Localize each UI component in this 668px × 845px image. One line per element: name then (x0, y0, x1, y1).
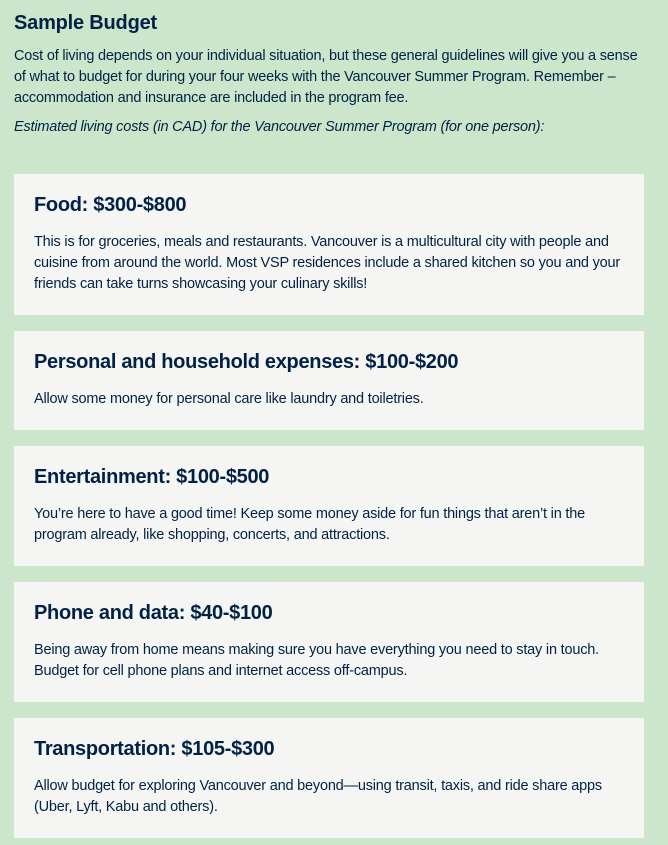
budget-card-list (14, 174, 644, 838)
budget-card (14, 446, 644, 566)
budget-card-body: Allow budget for exploring Vancouver and beyond—using transit, taxis, and ride share apps (Uber, Lyft, Kabu and others). (34, 778, 602, 815)
budget-card-body: You’re here to have a good time! Keep some money aside for fun things that aren’t in the program already, like shopping, concerts, and attractions. (34, 506, 585, 543)
budget-card-heading: Entertainment: $100-$500 (34, 466, 270, 488)
page-title: Sample Budget (14, 12, 157, 34)
intro-paragraph: Cost of living depends on your individual situation, but these general guidelines will give you a sense of what to budget for during your four weeks with the Vancouver Summer Program. Remember – accommodation and insurance are included in the program fee. (14, 48, 638, 106)
budget-card-heading: Food: $300-$800 (34, 194, 187, 216)
budget-card (14, 582, 644, 702)
budget-card-heading: Personal and household expenses: $100-$200 (34, 351, 459, 373)
estimated-costs-note: Estimated living costs (in CAD) for the Vancouver Summer Program (for one person): (14, 119, 545, 135)
budget-card (14, 718, 644, 838)
budget-card (14, 174, 644, 315)
budget-card (14, 331, 644, 430)
budget-card-heading: Phone and data: $40-$100 (34, 602, 273, 624)
budget-card-body: Allow some money for personal care like laundry and toiletries. (34, 391, 424, 407)
budget-card-body: This is for groceries, meals and restaurants. Vancouver is a multicultural city with people and cuisine from around the world. Most VSP residences include a shared kitchen so you and your friends can take turns showcasing your culinary skills! (34, 234, 621, 292)
budget-card-heading: Transportation: $105-$300 (34, 738, 275, 760)
budget-card-body: Being away from home means making sure you have everything you need to stay in touch. Budget for cell phone plans and internet access off-campus. (34, 642, 599, 679)
